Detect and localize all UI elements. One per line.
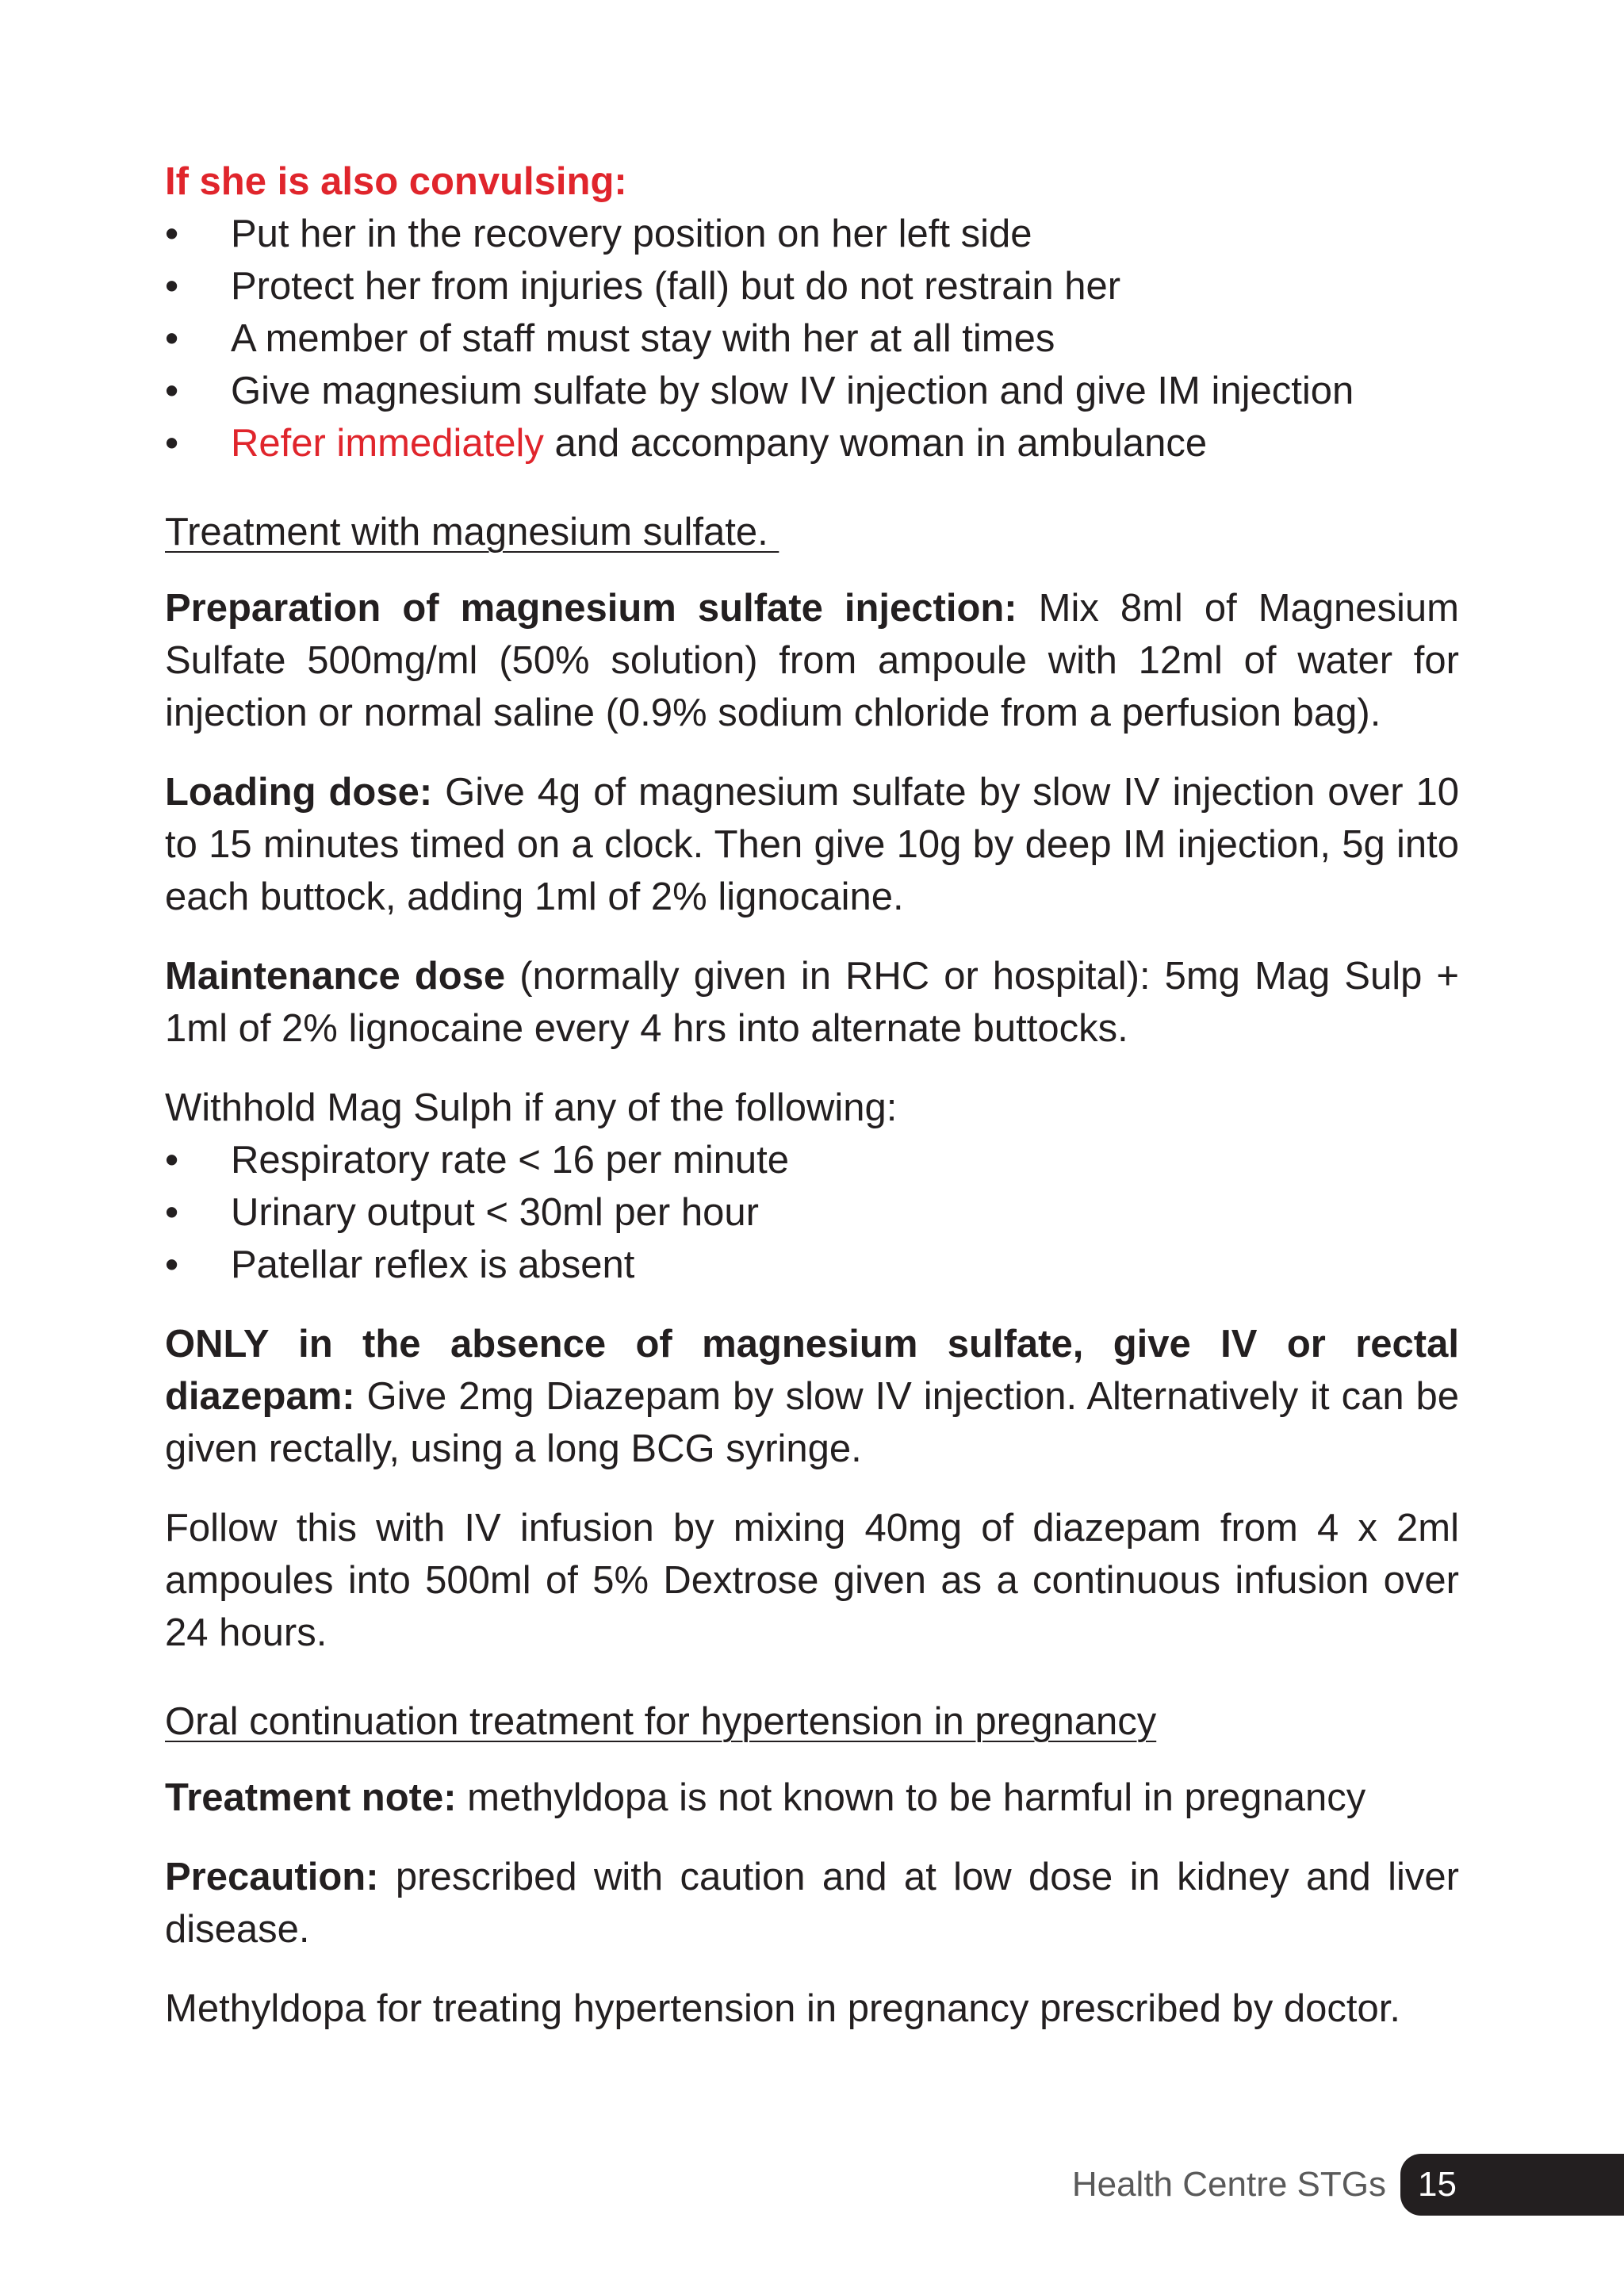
diazepam-paragraph: ONLY in the absence of magnesium sulfate, give IV or rectal diazepam: Give 2mg Diazepam by slow IV injection. Alternatively it can be given rectally, using a long BCG syringe. (165, 1323, 1459, 1470)
list-item: • A member of staff must stay with her at all times (165, 312, 1459, 365)
bullet-icon: • (165, 1243, 179, 1286)
list-item-refer: • Refer immediately and accompany woman in ambulance (165, 417, 1459, 469)
oral-section-title: Oral continuation treatment for hypertension in pregnancy (165, 1700, 1157, 1743)
bullet-icon: • (165, 1191, 179, 1234)
list-item: • Patellar reflex is absent (165, 1239, 1459, 1291)
footer-label: Health Centre STGs (1071, 2165, 1386, 2204)
bullet-icon: • (165, 213, 179, 255)
refer-highlight: Refer immediately (231, 422, 544, 465)
diazepam-infusion-paragraph: Follow this with IV infusion by mixing 40mg of diazepam from 4 x 2ml ampoules into 500ml of 5% Dextrose given as a continuous infusion over 24 hours. (165, 1507, 1459, 1654)
loading-dose-paragraph: Loading dose: Give 4g of magnesium sulfate by slow IV injection over 10 to 15 minutes timed on a clock. Then give 10g by deep IM injection, 5g into each buttock, adding 1ml of 2% lignocaine. (165, 771, 1459, 918)
page-number-tab (1400, 2154, 1624, 2216)
withhold-intro: Withhold Mag Sulph if any of the following: (165, 1086, 898, 1129)
treatment-note-paragraph: Treatment note: methyldopa is not known to be harmful in pregnancy (165, 1776, 1366, 1819)
list-item: • Give magnesium sulfate by slow IV injection and give IM injection (165, 365, 1459, 417)
list-item: • Respiratory rate < 16 per minute (165, 1134, 1459, 1186)
page-footer (1072, 2154, 1624, 2216)
page-content (165, 155, 1459, 2035)
methyldopa-paragraph: Methyldopa for treating hypertension in pregnancy prescribed by doctor. (165, 1987, 1401, 2030)
bullet-icon: • (165, 1139, 179, 1182)
withhold-list (165, 1134, 1459, 1291)
magnesium-section-title: Treatment with magnesium sulfate. (165, 511, 779, 554)
bullet-icon: • (165, 265, 179, 308)
maintenance-dose-paragraph: Maintenance dose (normally given in RHC or hospital): 5mg Mag Sulp + 1ml of 2% lignocaine every 4 hrs into alternate buttocks. (165, 955, 1459, 1050)
preparation-paragraph: Preparation of magnesium sulfate injection: Mix 8ml of Magnesium Sulfate 500mg/ml (50% solution) from ampoule with 12ml of water for injection or normal saline (0.9% sodium chloride from a perfusion bag). (165, 587, 1459, 734)
list-item: • Urinary output < 30ml per hour (165, 1186, 1459, 1239)
list-item: • Protect her from injuries (fall) but do not restrain her (165, 260, 1459, 312)
precaution-paragraph: Precaution: prescribed with caution and at low dose in kidney and liver disease. (165, 1856, 1459, 1951)
bullet-icon: • (165, 317, 179, 360)
convulsing-heading: If she is also convulsing: (165, 160, 627, 203)
page-number: 15 (1418, 2165, 1457, 2204)
bullet-icon: • (165, 370, 179, 412)
bullet-icon: • (165, 422, 179, 465)
list-item: • Put her in the recovery position on her left side (165, 208, 1459, 260)
convulsing-list (165, 208, 1459, 469)
